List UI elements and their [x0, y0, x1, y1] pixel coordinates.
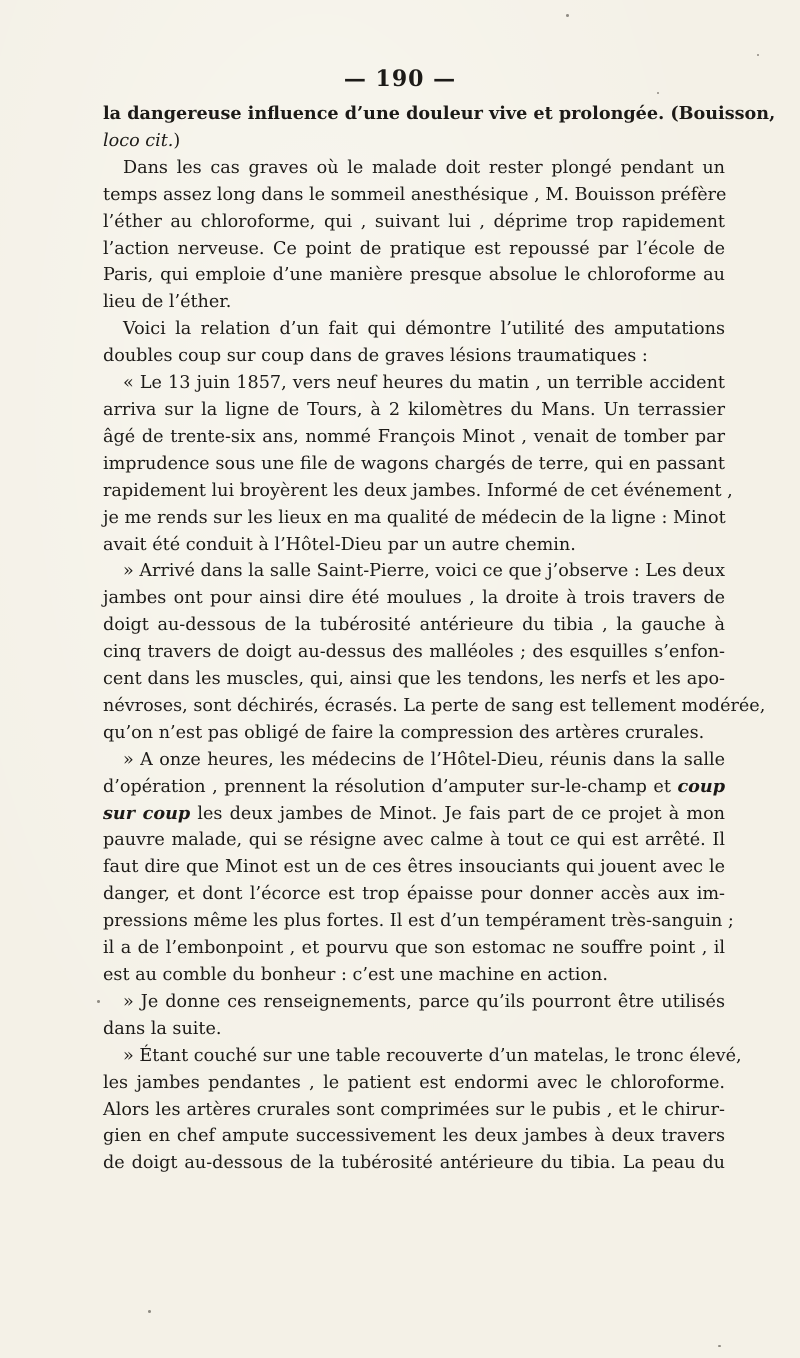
text-line: cinq travers de doigt au-dessus des malléoles ; des esquilles s’enfon-: [103, 642, 725, 663]
text-line: l’éther au chloroforme, qui , suivant lui , déprime trop rapidement: [103, 211, 725, 232]
paragraph-start-line: » Arrivé dans la salle Saint-Pierre, voici ce que j’observe : Les deux: [123, 561, 726, 582]
paragraph-start-line: Voici la relation d’un fait qui démontre l’utilité des amputations: [123, 319, 725, 340]
text-line: pauvre malade, qui se résigne avec calme à tout ce qui est arrêté. Il: [103, 830, 725, 851]
text-line: gien en chef ampute successivement les deux jambes à deux travers: [103, 1126, 725, 1147]
paragraph-start-line: » A onze heures, les médecins de l’Hôtel-Dieu, réunis dans la salle: [123, 749, 725, 770]
paper-speck: [718, 1345, 721, 1347]
text-line: sur coup les deux jambes de Minot. Je fais part de ce projet à mon: [103, 802, 725, 824]
paper-speck: [148, 1310, 151, 1313]
text-line: faut dire que Minot est un de ces êtres insouciants qui jouent avec le: [103, 857, 725, 878]
text-line: est au comble du bonheur : c’est une machine en action.: [103, 965, 608, 985]
paper-speck: [657, 92, 659, 94]
text-line: les jambes pendantes , le patient est endormi avec le chloroforme.: [103, 1072, 725, 1093]
text-line: temps assez long dans le sommeil anesthésique , M. Bouisson préfère: [103, 184, 727, 205]
text-line: névroses, sont déchirés, écrasés. La perte de sang est tellement modérée,: [103, 695, 766, 716]
text-line: arriva sur la ligne de Tours, à 2 kilomètres du Mans. Un terrassier: [103, 399, 725, 420]
text-line: loco cit.): [103, 130, 181, 151]
text-line: de doigt au-dessous de la tubérosité antérieure du tibia. La peau du: [103, 1153, 725, 1174]
text-line: il a de l’embonpoint , et pourvu que son estomac ne souffre point , il: [103, 938, 725, 959]
text-line: pressions même les plus fortes. Il est d’un tempérament très-sanguin ;: [103, 911, 734, 932]
text-line: je me rends sur les lieux en ma qualité de médecin de la ligne : Minot: [103, 507, 726, 528]
italic-emphasis: coup: [677, 775, 725, 797]
text-line: Paris, qui emploie d’une manière presque absolue le chloroforme au: [103, 265, 725, 286]
text-line: imprudence sous une file de wagons chargés de terre, qui en passant: [103, 453, 725, 474]
text-line: l’action nerveuse. Ce point de pratique est repoussé par l’école de: [103, 238, 725, 259]
text-line: danger, et dont l’écorce est trop épaisse pour donner accès aux im-: [103, 884, 725, 905]
paper-speck: [97, 1000, 100, 1003]
paper-speck: [757, 54, 759, 56]
page-number: — 190 —: [343, 66, 457, 92]
italic-emphasis: sur coup: [103, 802, 191, 824]
paper-speck: [566, 14, 569, 17]
page-body-text: [103, 101, 776, 1177]
text-line: dans la suite.: [103, 1018, 222, 1039]
italic-citation: loco cit.: [103, 130, 174, 151]
text-line: qu’on n’est pas obligé de faire la compression des artères crurales.: [103, 722, 705, 743]
text-line: lieu de l’éther.: [103, 292, 232, 313]
text-line: la dangereuse influence d’une douleur vive et prolongée. (Bouisson,: [103, 103, 776, 124]
text-line: cent dans les muscles, qui, ainsi que les tendons, les nerfs et les apo-: [103, 669, 725, 690]
text-line: doubles coup sur coup dans de graves lésions traumatiques :: [103, 346, 648, 367]
text-line: Alors les artères crurales sont comprimées sur le pubis , et le chirur-: [103, 1099, 725, 1120]
text-line: d’opération , prennent la résolution d’amputer sur-le-champ et coup: [103, 775, 725, 797]
text-line: doigt au-dessous de la tubérosité antérieure du tibia , la gauche à: [103, 615, 725, 636]
text-line: jambes ont pour ainsi dire été moulues , la droite à trois travers de: [103, 588, 725, 609]
text-line: rapidement lui broyèrent les deux jambes. Informé de cet événement ,: [103, 480, 733, 501]
paragraph-start-line: Dans les cas graves où le malade doit rester plongé pendant un: [123, 157, 725, 178]
text-line: âgé de trente-six ans, nommé François Minot , venait de tomber par: [103, 426, 725, 447]
paragraph-start-line: « Le 13 juin 1857, vers neuf heures du matin , un terrible accident: [123, 373, 725, 394]
text-line: avait été conduit à l’Hôtel-Dieu par un autre chemin.: [103, 534, 576, 555]
paragraph-start-line: » Étant couché sur une table recouverte d’un matelas, le tronc élevé,: [123, 1045, 742, 1066]
paragraph-start-line: » Je donne ces renseignements, parce qu’ils pourront être utilisés: [123, 991, 725, 1012]
